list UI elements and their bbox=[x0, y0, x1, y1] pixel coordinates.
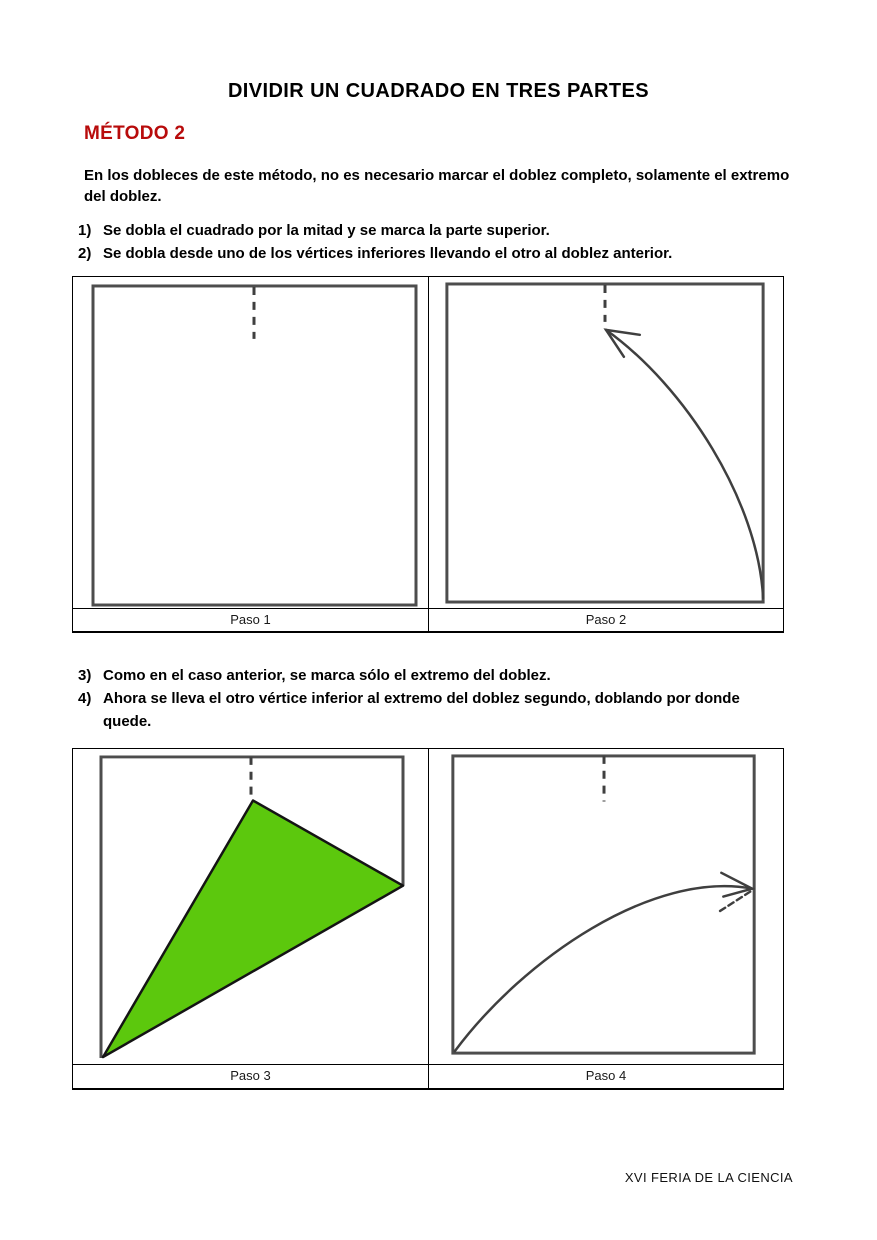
page-title: DIVIDIR UN CUADRADO EN TRES PARTES bbox=[227, 80, 650, 102]
figure-panel-paso-4 bbox=[428, 749, 783, 1064]
step-number: 4) bbox=[78, 690, 92, 707]
caption-text: Paso 1 bbox=[230, 612, 271, 627]
fold-arrow-curve bbox=[606, 330, 763, 598]
square-with-fold-arrow-icon bbox=[429, 749, 783, 1064]
folded-triangle bbox=[103, 801, 403, 1058]
square-with-folded-triangle-icon bbox=[73, 749, 428, 1064]
step-text: Como en el caso anterior, se marca sólo el extremo del doblez. bbox=[103, 667, 551, 684]
step-item-1 bbox=[78, 219, 778, 242]
intro-paragraph: En los dobleces de este método, no es necesario marcar el doblez completo, solamente el extremo del doblez. bbox=[84, 167, 790, 205]
caption-paso-1 bbox=[73, 608, 428, 631]
step-number: 3) bbox=[78, 667, 92, 684]
square-with-top-fold-mark-icon bbox=[73, 277, 428, 608]
square-outline bbox=[447, 284, 763, 602]
method-heading: MÉTODO 2 bbox=[84, 123, 186, 144]
step-item-3 bbox=[78, 664, 778, 687]
caption-text: Paso 2 bbox=[585, 612, 627, 627]
caption-text: Paso 3 bbox=[230, 1068, 271, 1083]
figure-panel-paso-1 bbox=[73, 277, 428, 608]
step-number: 2) bbox=[78, 245, 92, 262]
step-number: 1) bbox=[78, 222, 92, 239]
square-with-fold-arrow-icon bbox=[429, 277, 783, 608]
figure-panel-paso-3 bbox=[73, 749, 428, 1064]
figure-panel-paso-2 bbox=[428, 277, 783, 608]
step-text: Se dobla el cuadrado por la mitad y se marca la parte superior. bbox=[103, 222, 550, 239]
caption-paso-3 bbox=[73, 1064, 428, 1088]
step-text: Ahora se lleva el otro vértice inferior al extremo del doblez segundo, doblando por donde quede. bbox=[103, 690, 740, 730]
caption-text: Paso 4 bbox=[585, 1068, 627, 1083]
page-footer: XVI FERIA DE LA CIENCIA bbox=[624, 1170, 793, 1185]
step-item-2 bbox=[78, 242, 778, 265]
square-outline bbox=[453, 756, 754, 1053]
caption-paso-4 bbox=[428, 1064, 783, 1088]
figure-table-2 bbox=[72, 748, 784, 1090]
fold-arrow-curve bbox=[455, 886, 752, 1051]
step-text: Se dobla desde uno de los vértices inferiores llevando el otro al doblez anterior. bbox=[103, 245, 673, 262]
step-item-4 bbox=[78, 687, 778, 733]
steps-list-3-4 bbox=[78, 664, 778, 733]
figure-table-1 bbox=[72, 276, 784, 633]
steps-list-1-2 bbox=[78, 219, 778, 265]
caption-paso-2 bbox=[428, 608, 783, 631]
